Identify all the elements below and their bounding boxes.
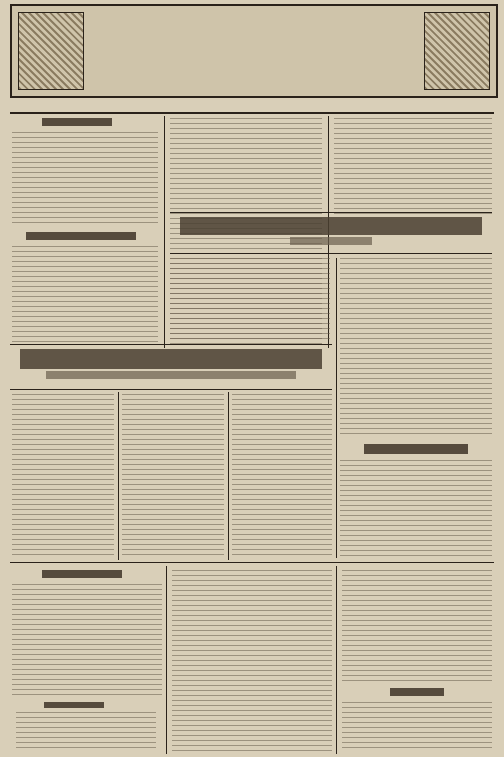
column-3-article-text (334, 118, 492, 214)
story-text (12, 584, 162, 696)
fashion-article-col-3 (232, 394, 332, 558)
column-1-subheading (26, 232, 136, 240)
right-column-text (342, 570, 492, 682)
issue-line (10, 98, 494, 114)
column-1-article-text (12, 246, 158, 342)
husband-article-col-2 (340, 258, 492, 436)
section-separator (10, 562, 494, 563)
poem-heading (44, 702, 104, 708)
kitchen-heading (364, 444, 468, 454)
article-heading-fashion (10, 344, 332, 390)
fashion-article-col-1 (12, 394, 114, 558)
husband-article-col-1 (170, 258, 330, 340)
column-rule (228, 392, 229, 560)
mitleid-text (342, 702, 492, 752)
masthead-title (90, 22, 418, 78)
column-rule (166, 566, 167, 754)
mitleid-heading (390, 688, 444, 696)
kitchen-article-text (340, 460, 492, 558)
fashion-article-col-2 (122, 394, 224, 558)
masthead-left-illustration (18, 12, 84, 90)
verse-column (172, 570, 332, 752)
story-heading (42, 570, 122, 578)
column-rule (336, 258, 337, 558)
column-1-heading (42, 118, 112, 126)
column-rule (164, 116, 165, 348)
masthead (10, 4, 498, 98)
column-rule (118, 392, 119, 560)
column-rule (336, 566, 337, 754)
masthead-right-illustration (424, 12, 490, 90)
poem-text (16, 712, 156, 752)
poem-block (12, 132, 158, 224)
article-heading-husband (170, 212, 492, 254)
